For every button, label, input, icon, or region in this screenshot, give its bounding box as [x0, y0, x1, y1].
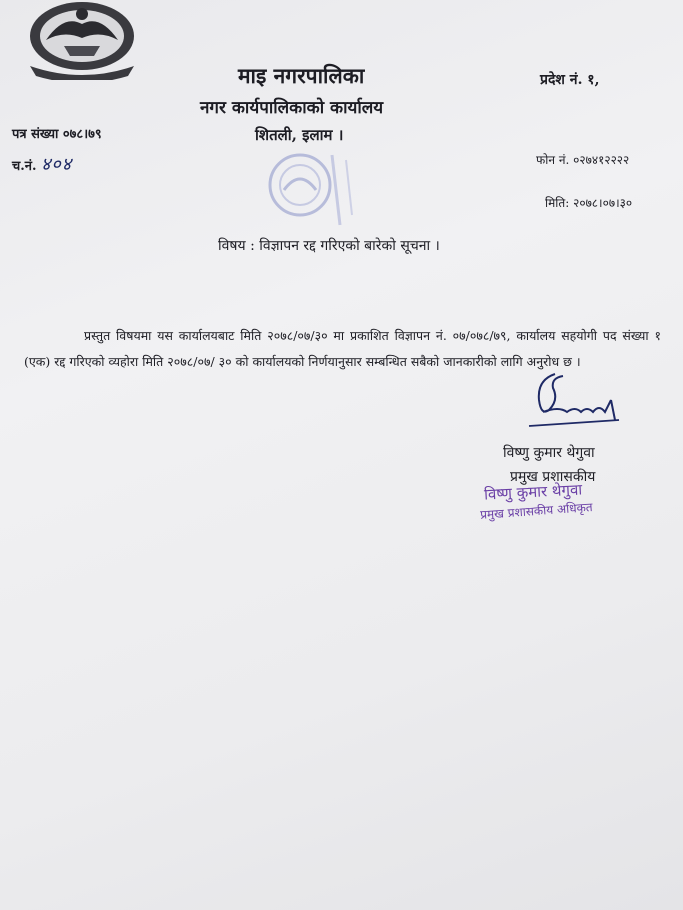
- handwritten-signature: [515, 370, 635, 436]
- signatory-name: विष्णु कुमार थेगुवा: [503, 445, 595, 461]
- office-address: शितली, इलाम ।: [255, 126, 344, 144]
- letter-date: मिति: २०७८।०७।३०: [545, 196, 633, 210]
- phone-number: फोन नं. ०२७४१२२२२: [536, 153, 630, 167]
- stamp-title: प्रमुख प्रशासकीय अधिकृत: [479, 500, 594, 522]
- body-paragraph: प्रस्तुत विषयमा यस कार्यालयबाट मिति २०७८/०७/३० मा प्रकाशित विज्ञापन नं. ०७/०७८/७९, कार्यालय सहयोगी पद संख्या १ (एक) रद्द गरिएको व्यहोरा मिति २०७८/०७/ ३० को कार्यालयको निर्णयानुसार सम्बन्धित सबैको जानकारीको लागि अनुरोध छ ।: [24, 327, 661, 369]
- province-number: प्रदेश नं. १,: [540, 72, 600, 88]
- subject-line: विषय : विज्ञापन रद्द गरिएको बारेको सूचना ।: [218, 238, 440, 254]
- signatory-title: प्रमुख प्रशासकीय: [510, 469, 596, 485]
- dispatch-handwritten-value: ४०४: [41, 154, 73, 175]
- stamp-name: विष्णु कुमार थेगुवा: [483, 480, 583, 504]
- government-emblem-icon: [24, 0, 140, 80]
- office-name: माइ नगरपालिका: [238, 63, 365, 88]
- letter-number: पत्र संख्या ०७८।७९: [12, 127, 102, 142]
- dispatch-label: च.नं.: [12, 159, 37, 174]
- office-subtitle: नगर कार्यपालिकाको कार्यालय: [200, 98, 384, 118]
- office-seal-icon: [260, 140, 370, 235]
- dispatch-number: [12, 152, 72, 176]
